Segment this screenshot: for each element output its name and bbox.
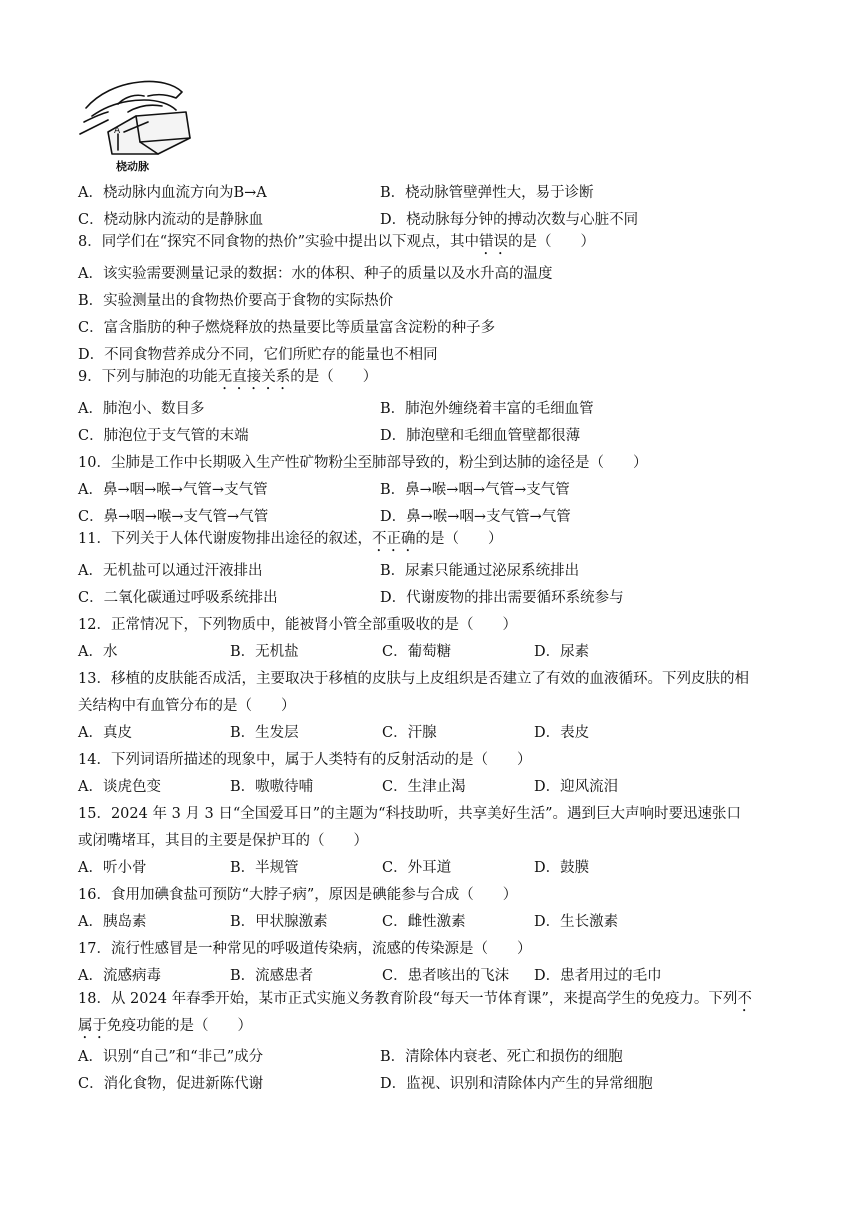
q9-text-post: 的是（ ） <box>290 369 378 385</box>
q17-option-b: B．流感患者 <box>230 968 314 984</box>
q8-option-a: A．该实验需要测量记录的数据：水的体积、种子的质量以及水升高的温度 <box>78 266 553 282</box>
q13-option-a: A．真皮 <box>78 725 132 741</box>
q18-text-pre: 18．从 2024 年春季开始，某市正式实施义务教育阶段“每天一节体育课”，来提高学生的免疫力。下列 <box>78 991 738 1007</box>
q11-option-c: C．二氧化碳通过呼吸系统排出 <box>78 590 278 606</box>
q10-question: 10．尘肺是工作中长期吸入生产性矿物粉尘至肺部导致的，粉尘到达肺的途径是（ ） <box>78 455 648 471</box>
q18-option-b: B．清除体内衰老、死亡和损伤的细胞 <box>380 1049 623 1065</box>
q15-question-line2: 或闭嘴堵耳，其目的主要是保护耳的（ ） <box>78 833 368 849</box>
q18-text-post: 免疫功能的是（ ） <box>107 1018 252 1034</box>
q18-question-line2 <box>78 1016 252 1042</box>
q17-option-a: A．流感病毒 <box>78 968 161 984</box>
q14-option-c: C．生津止渴 <box>382 779 466 795</box>
q18-question-line1 <box>78 989 752 1015</box>
q9-emphasis: 无直接关系 <box>217 369 291 385</box>
q12-option-a: A．水 <box>78 644 118 660</box>
q9-option-a: A．肺泡小、数目多 <box>78 401 205 417</box>
q8-text-pre: 8．同学们在“探究不同食物的热价”实验中提出以下观点，其中 <box>78 234 480 250</box>
q18-option-a: A．识别“自己”和“非己”成分 <box>78 1049 264 1065</box>
q12-option-c: C．葡萄糖 <box>382 644 452 660</box>
q15-option-b: B．半规管 <box>230 860 299 876</box>
q15-option-d: D．鼓膜 <box>534 860 590 876</box>
q8-question <box>78 232 595 258</box>
q13-question-line1: 13．移植的皮肤能否成活，主要取决于移植的皮肤与上皮组织是否建立了有效的血液循环。下列皮肤的相 <box>78 671 749 687</box>
q14-option-d: D．迎风流泪 <box>534 779 619 795</box>
q12-option-b: B．无机盐 <box>230 644 299 660</box>
q16-option-d: D．生长激素 <box>534 914 619 930</box>
q16-question: 16．食用加碘食盐可预防“大脖子病”，原因是碘能参与合成（ ） <box>78 887 518 903</box>
q7-option-c: C．桡动脉内流动的是静脉血 <box>78 212 264 228</box>
q12-option-d: D．尿素 <box>534 644 590 660</box>
q13-option-d: D．表皮 <box>534 725 590 741</box>
q12-question: 12．正常情况下，下列物质中，能被肾小管全部重吸收的是（ ） <box>78 617 517 633</box>
q11-option-b: B．尿素只能通过泌尿系统排出 <box>380 563 580 579</box>
q17-option-c: C．患者咳出的飞沫 <box>382 968 510 984</box>
q9-question <box>78 367 377 393</box>
q18-option-c: C．消化食物，促进新陈代谢 <box>78 1076 264 1092</box>
q8-option-b: B．实验测量出的食物热价要高于食物的实际热价 <box>78 293 394 309</box>
q14-question: 14．下列词语所描述的现象中，属于人类特有的反射活动的是（ ） <box>78 752 532 768</box>
figure-marker-a: A <box>114 126 121 136</box>
q10-option-b: B．鼻→喉→咽→气管→支气管 <box>380 482 570 498</box>
q8-option-c: C．富含脂肪的种子燃烧释放的热量要比等质量富含淀粉的种子多 <box>78 320 496 336</box>
q9-option-c: C．肺泡位于支气管的末端 <box>78 428 249 444</box>
q9-option-d: D．肺泡壁和毛细血管壁都很薄 <box>380 428 581 444</box>
q15-option-a: A．听小骨 <box>78 860 147 876</box>
q16-option-b: B．甲状腺激素 <box>230 914 328 930</box>
q8-text-post: 的是（ ） <box>508 234 596 250</box>
q10-option-a: A．鼻→咽→喉→气管→支气管 <box>78 482 268 498</box>
q11-question <box>78 529 502 555</box>
q11-option-d: D．代谢废物的排出需要循环系统参与 <box>380 590 624 606</box>
q9-option-b: B．肺泡外缠绕着丰富的毛细血管 <box>380 401 594 417</box>
q16-option-a: A．胰岛素 <box>78 914 147 930</box>
q16-option-c: C．雌性激素 <box>382 914 466 930</box>
q13-question-line2: 关结构中有血管分布的是（ ） <box>78 698 296 714</box>
q11-text-pre: 11．下列关于人体代谢废物排出途径的叙述， <box>78 531 372 547</box>
q11-option-a: A．无机盐可以通过汗液排出 <box>78 563 263 579</box>
q7-option-b: B．桡动脉管壁弹性大，易于诊断 <box>380 185 594 201</box>
figure-caption: 桡动脉 <box>116 160 149 173</box>
q14-option-b: B．嗷嗷待哺 <box>230 779 314 795</box>
q13-option-b: B．生发层 <box>230 725 299 741</box>
q10-option-d: D．鼻→喉→咽→支气管→气管 <box>380 509 571 525</box>
q11-emphasis: 不正确 <box>371 531 416 547</box>
q18-emphasis-1: 不 <box>737 991 752 1007</box>
q8-option-d: D．不同食物营养成分不同，它们所贮存的能量也不相同 <box>78 347 438 363</box>
q13-option-c: C．汗腺 <box>382 725 437 741</box>
q14-option-a: A．谈虎色变 <box>78 779 161 795</box>
wrist-pulse-illustration <box>78 74 196 158</box>
q10-option-c: C．鼻→咽→喉→支气管→气管 <box>78 509 269 525</box>
q18-emphasis-2: 属于 <box>78 1018 107 1034</box>
q7-option-a: A．桡动脉内血流方向为B→A <box>78 185 267 201</box>
radial-artery-figure <box>78 74 196 174</box>
q17-question: 17．流行性感冒是一种常见的呼吸道传染病，流感的传染源是（ ） <box>78 941 532 957</box>
q8-emphasis: 错误 <box>479 234 509 250</box>
q18-option-d: D．监视、识别和清除体内产生的异常细胞 <box>380 1076 653 1092</box>
q17-option-d: D．患者用过的毛巾 <box>534 968 662 984</box>
q15-option-c: C．外耳道 <box>382 860 452 876</box>
q11-text-post: 的是（ ） <box>415 531 503 547</box>
q9-text-pre: 9．下列与肺泡的功能 <box>78 369 218 385</box>
q15-question-line1: 15．2024 年 3 月 3 日“全国爱耳日”的主题为“科技助听，共享美好生活”。遇到巨大声响时要迅速张口 <box>78 806 741 822</box>
q7-option-d: D．桡动脉每分钟的搏动次数与心脏不同 <box>380 212 639 228</box>
